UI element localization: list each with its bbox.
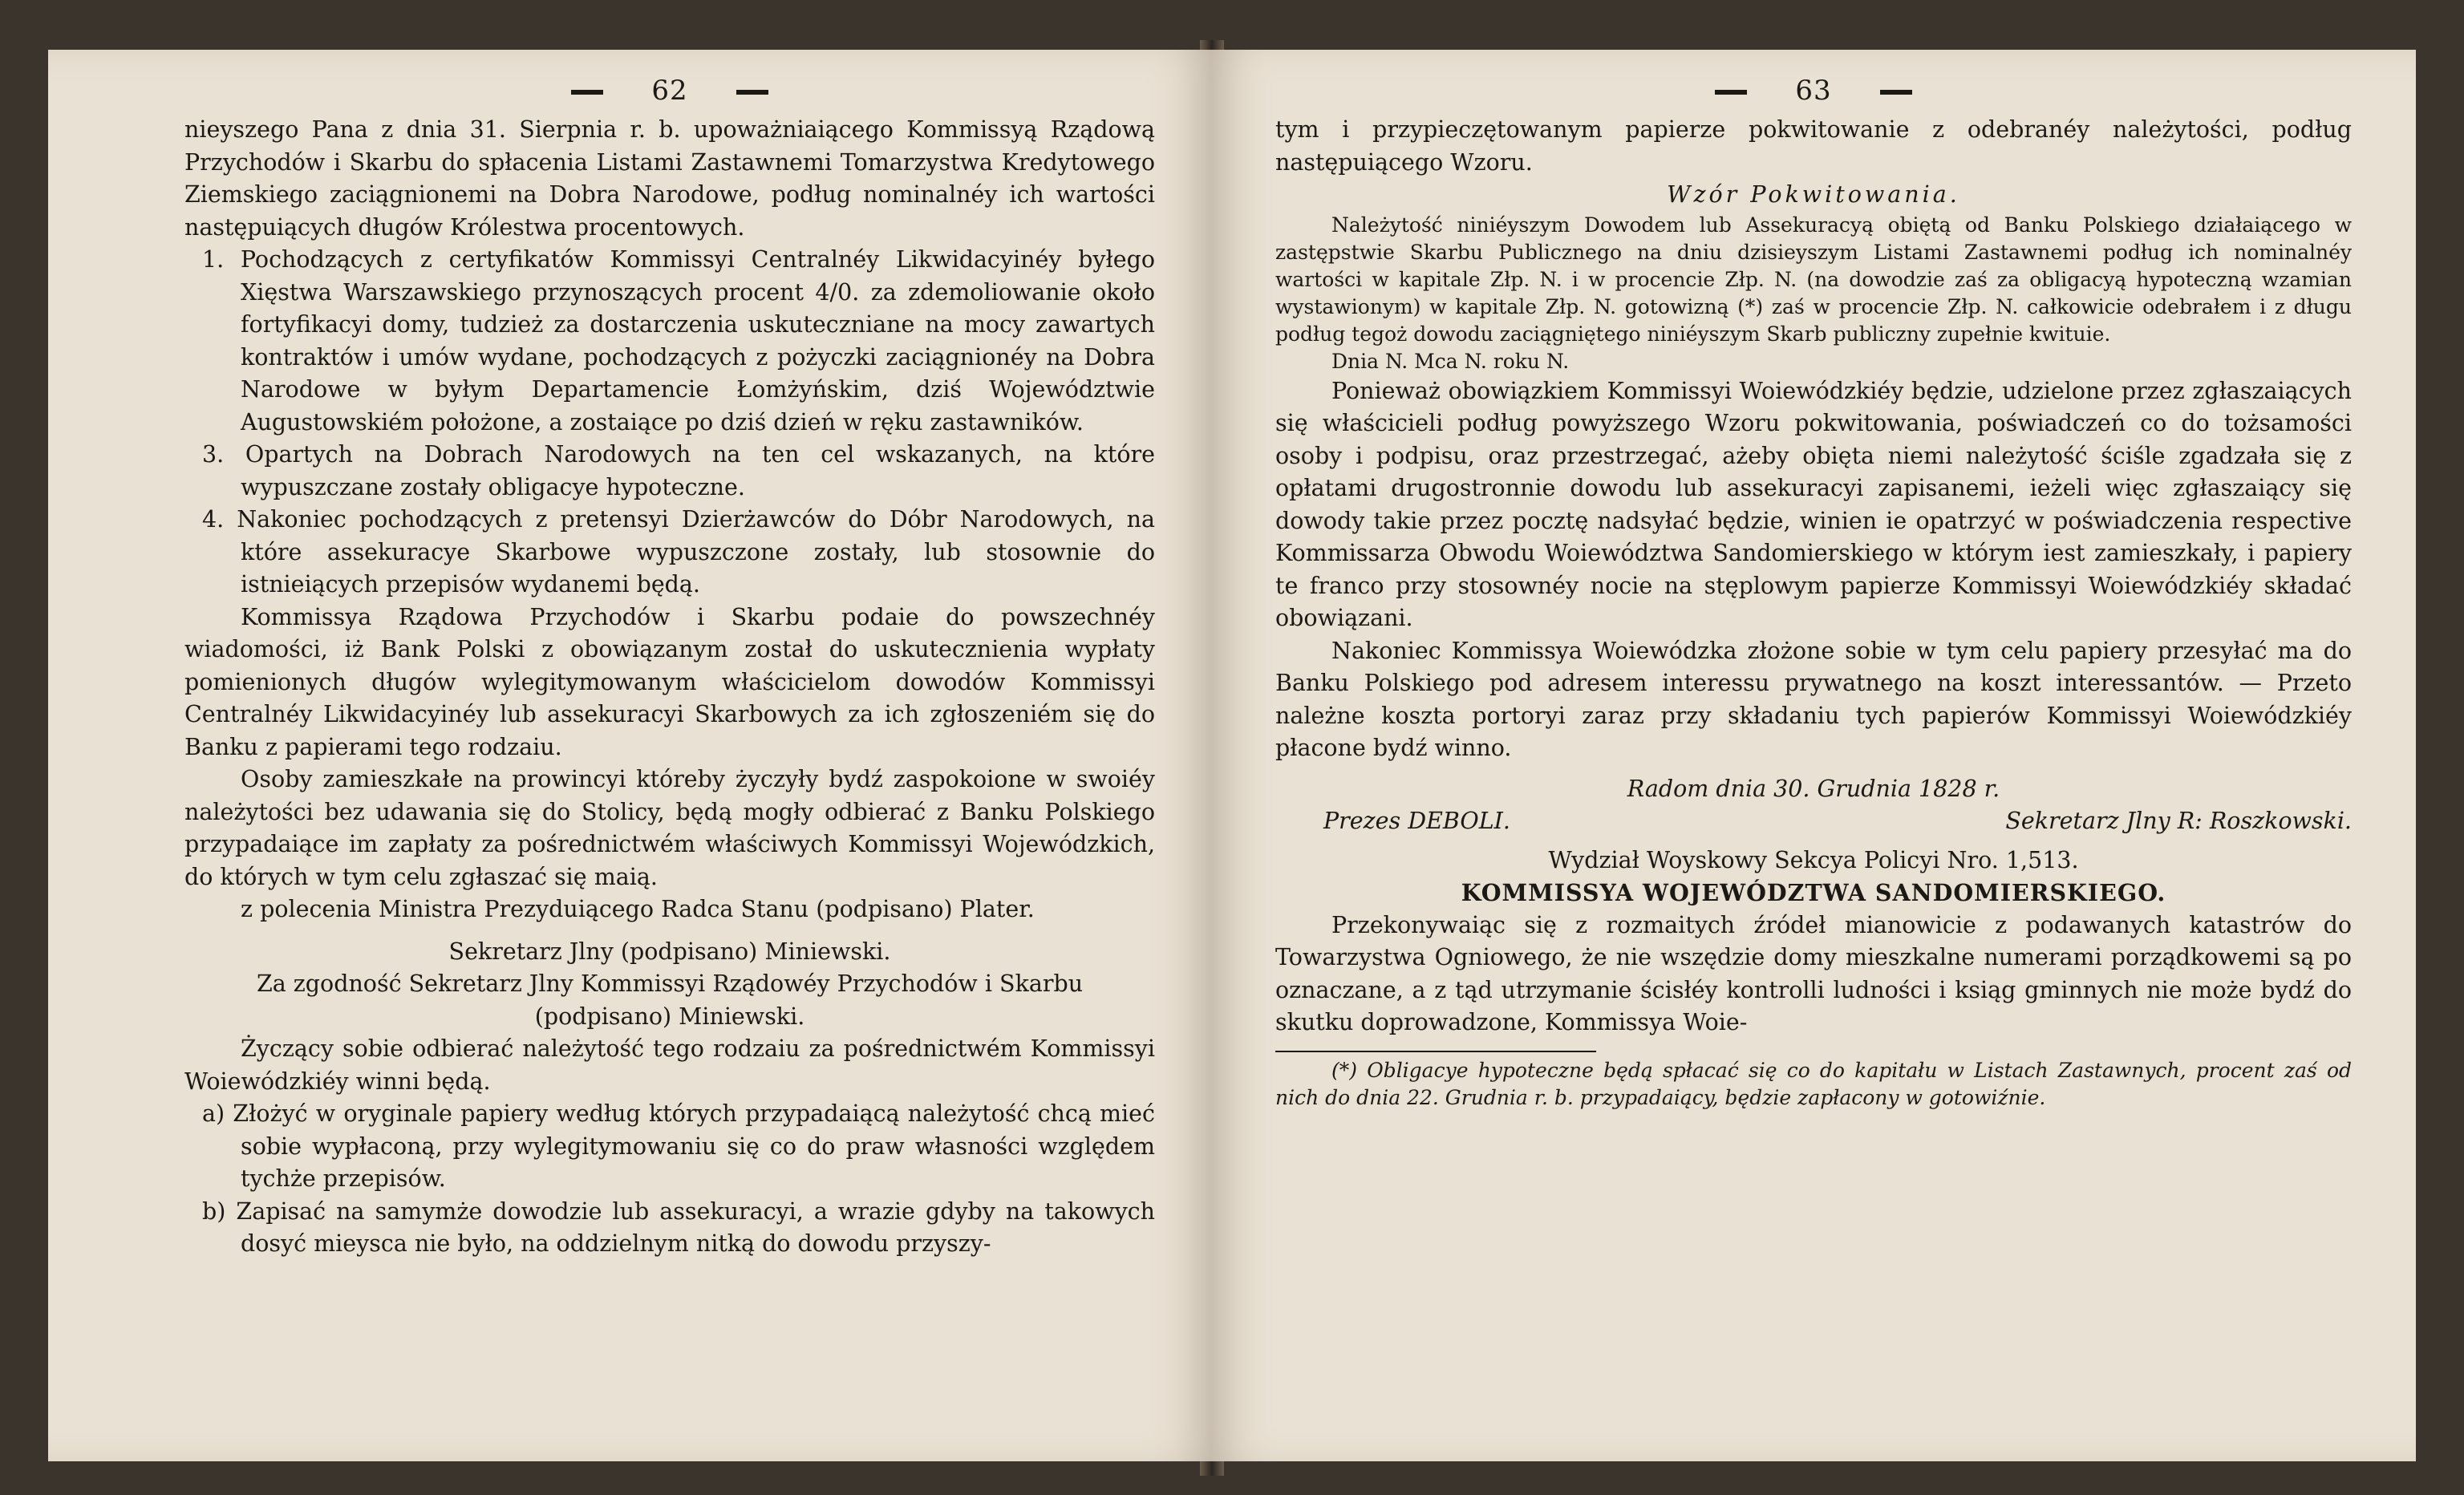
left-requirement-a: a) Złożyć w oryginale papiery według których przypadaiącą należytość chcą mieć sobie wypłaconą, przy wylegitymowaniu się co do praw własności względem tychże przepisów. [202, 1100, 1155, 1192]
left-page-body [184, 114, 1155, 1261]
header-dash [1880, 90, 1912, 95]
right-paragraph-continuation: tym i przypieczętowanym papierze pokwitowanie z odebranéy należytości, podług następuiącego Wzoru. [1275, 116, 2352, 176]
left-paragraph-province: Osoby zamieszkałe na prowincyi któreby życzyły bydź zaspokoione w swoiéy należytości bez udawania się do Stolicy, będą mogły odbierać z Banku Polskiego przypadaiące im zapłaty za pośrednictwém właściwych Kommissyi Wojewódzkich, do których w tym celu zgłaszać się maią. [184, 766, 1155, 890]
right-page-body [1275, 114, 2352, 1112]
left-signature-plater: z polecenia Ministra Prezyduiącego Radca Stanu (podpisano) Plater. [241, 896, 1035, 922]
receipt-template-date: Dnia N. Mca N. roku N. [1331, 349, 1570, 373]
left-certification-signed: (podpisano) Miniewski. [534, 1003, 805, 1030]
header-dash [571, 90, 603, 95]
left-list-item-4: 4. Nakoniec pochodzących z pretensyi Dzierżawców do Dóbr Narodowych, na które assekuracye Skarbowe wypuszczone zostały, lub stosownie do istnieiących przepisów wydanemi będą. [202, 506, 1155, 598]
commission-heading: KOMMISSYA WOJEWÓDZTWA SANDOMIERSKIEGO. [1461, 879, 2166, 906]
left-page-header [184, 67, 1155, 114]
right-paragraph-convinced: Przekonywaiąc się z rozmaitych źródeł mianowicie z podawanych katastrów do Towarzystwa Ogniowego, że nie wszędzie domy mieszkalne numerami porządkowemi są po oznaczane, a z tąd utrzymanie ścisłéy kontrolli ludności i ksiąg gminnych nie może bydź do skutku doprowadzone, Kommissya Woie- [1275, 911, 2352, 1035]
department-heading: Wydział Woyskowy Sekcya Policyi Nro. 1,513. [1548, 846, 2079, 873]
left-requirement-b: b) Zapisać na samymże dowodzie lub assekuracyi, a wrazie gdyby na takowych dosyć mieysca nie było, na oddzielnym nitką do dowodu przyszy- [202, 1197, 1155, 1257]
place-date: Radom dnia 30. Grudnia 1828 r. [1627, 775, 2000, 802]
left-list-item-1: 1. Pochodzących z certyfikatów Kommissyi Centralnéy Likwidacyinéy byłego Xięstwa Warszawskiego przynoszących procent 4/0. za zdemoliowanie około fortyfikacyi domy, tudzież za dostarczenia uskuteczniane na mocy zawartych kontraktów i umów wydane, pochodzących z pożyczki zaciągnionéy na Dobra Narodowe w byłym Departamencie Łomżyńskim, dziś Województwie Augustowskiém położone, a zostaiące po dziś dzień w ręku zastawników. [202, 246, 1155, 436]
right-paragraph-obligation: Ponieważ obowiązkiem Kommissyi Woiewódzkiéy będzie, udzielone przez zgłaszaiących się właścicieli podług powyższego Wzoru pokwitowania, poświadczeń co do tożsamości osoby i podpisu, oraz przestrzegać, ażeby obięta niemi należytość ściśle zgadzała się z opłatami drugostronnie dowodu lub assekuracyi zapisanemi, ieżeli więc zgłaszaiący się dowody takie przez pocztę nadsyłać będzie, winien ie opatrzyć w poświadczenia respective Kommissarza Obwodu Woiewództwa Sandomierskiego w którym iest zamieszkały, i papiery te franco przy stosownéy nocie na stęplowym papierze Kommissyi Woiewódzkiéy składać obowiązani. [1275, 377, 2352, 631]
left-certification: Za zgodność Sekretarz Jlny Kommissyi Rządowéy Przychodów i Skarbu [256, 970, 1084, 997]
right-page [1211, 50, 2416, 1461]
left-paragraph-announcement: Kommissya Rządowa Przychodów i Skarbu podaie do powszechnéy wiadomości, iż Bank Polski z obowiązanym został do uskutecznienia wypłaty pomienionych długów wylegitymowanym właścicielom dowodów Kommissyi Centralnéy Likwidacyinéy lub assekuracyi Skarbowych za ich zgłoszeniém się do Banku z papierami tego rodzaiu. [184, 603, 1155, 760]
left-paragraph-requirements: Życzący sobie odbierać należytość tego rodzaiu za pośrednictwém Kommissyi Woiewódzkiéy winni będą. [184, 1035, 1155, 1095]
left-list-item-3: 3. Opartych na Dobrach Narodowych na ten cel wskazanych, na które wypuszczane zostały obligacye hypoteczne. [202, 441, 1155, 500]
signature-line [1275, 805, 2352, 838]
right-paragraph-finally: Nakoniec Kommissya Woiewódzka złożone sobie w tym celu papiery przesyłać ma do Banku Polskiego pod adresem interessu prywatnego na koszt interessantów. — Przeto należne koszta portoryi zaraz przy składaniu tych papierów Kommissyi Woiewódzkiéy płacone bydź winno. [1275, 637, 2352, 761]
signature-secretary: Sekretarz Jlny R: Roszkowski. [2005, 808, 2352, 834]
left-signature-secretary: Sekretarz Jlny (podpisano) Miniewski. [448, 938, 891, 965]
header-dash [736, 90, 768, 95]
right-page-number: 63 [1795, 75, 1832, 107]
receipt-template-title: Wzór Pokwitowania. [1667, 181, 1960, 208]
right-page-header [1275, 67, 2352, 114]
left-paragraph-intro: nieyszego Pana z dnia 31. Sierpnia r. b. upoważniaiącego Kommissyą Rządową Przychodów i Skarbu do spłacenia Listami Zastawnemi Tomarzystwa Kredytowego Ziemskiego zaciągnionemi na Dobra Narodowe, podług nominalnéy ich wartości następuiących długów Królestwa procentowych. [184, 116, 1155, 241]
receipt-template-text: Należytość niniéyszym Dowodem lub Assekuracyą obiętą od Banku Polskiego działaiącego w zastępstwie Skarbu Publicznego na dniu dzisieyszym Listami Zastawnemi podług ich nominalnéy wartości w kapitale Złp. N. i w procencie Złp. N. (na dowodzie zaś za obligacyą hypoteczną wzamian wystawionym) w kapitale Złp. N. gotowizną (*) zaś w procencie Złp. N. całkowicie odebrałem i z długu podług tegoż dowodu zaciągniętego niniéyszym Skarb publiczny zupełnie kwituie. [1275, 213, 2352, 346]
header-dash [1715, 90, 1747, 95]
signature-president: Prezes DEBOLI. [1323, 808, 1510, 834]
left-page-number: 62 [651, 75, 688, 107]
left-page [48, 50, 1211, 1461]
footnote-rule [1275, 1051, 1596, 1052]
footnote: (*) Obligacye hypoteczne będą spłacać się co do kapitału w Listach Zastawnych, procent zaś od nich do dnia 22. Grudnia r. b. przypadaiący, będzie zapłacony w gotowiźnie. [1275, 1058, 2352, 1109]
